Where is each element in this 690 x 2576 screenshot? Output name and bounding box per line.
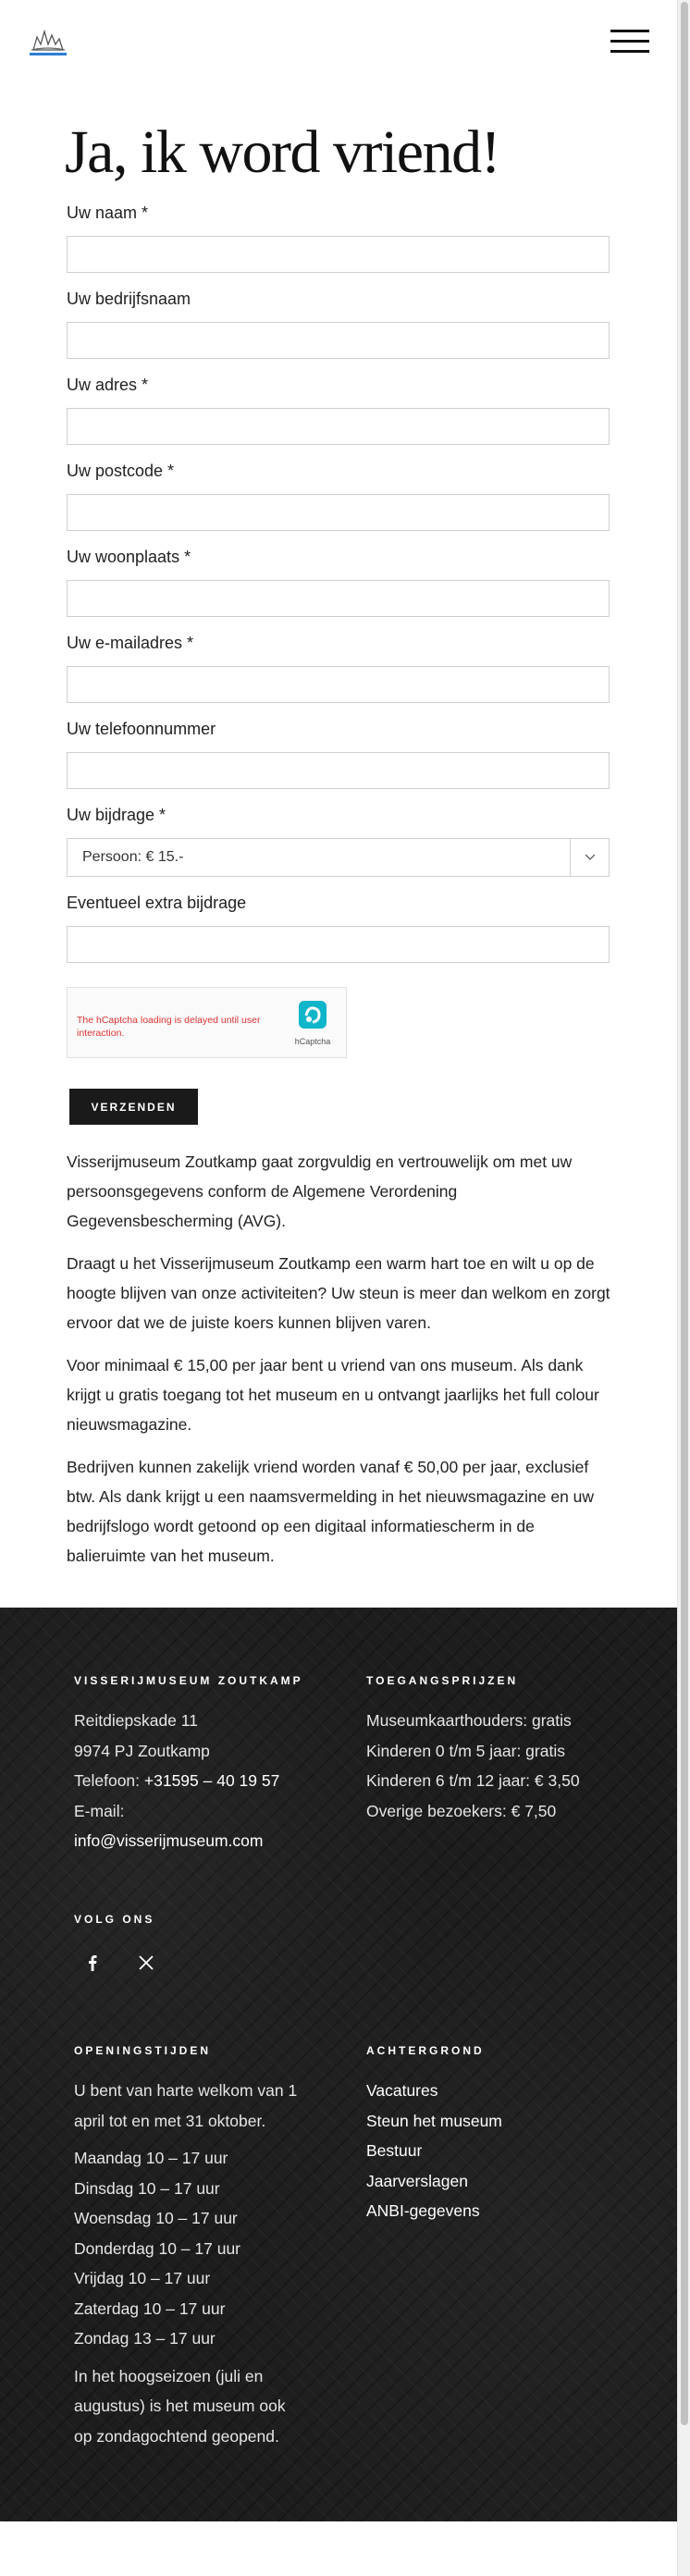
hcaptcha-logo bbox=[294, 999, 331, 1047]
hours-day: Dinsdag 10 – 17 uur bbox=[74, 2178, 220, 2198]
scrollbar[interactable] bbox=[677, 0, 690, 2576]
price-line: Kinderen 0 t/m 5 jaar: gratis bbox=[366, 1741, 565, 1760]
phone-input[interactable] bbox=[67, 752, 610, 789]
hours-day: Maandag 10 – 17 uur bbox=[74, 2149, 228, 2168]
footer-background bbox=[366, 2044, 625, 2226]
email-link[interactable]: info@visserijmuseum.com bbox=[74, 1831, 264, 1851]
x-twitter-icon[interactable] bbox=[128, 1944, 165, 1981]
chevron-down-icon[interactable] bbox=[570, 839, 609, 876]
form-field-contribution bbox=[67, 806, 610, 877]
hcaptcha-widget[interactable] bbox=[67, 987, 347, 1058]
friend-form bbox=[67, 203, 610, 1125]
phone-line bbox=[74, 1766, 333, 1796]
price-line: Overige bezoekers: € 7,50 bbox=[366, 1801, 557, 1820]
footer-link-jaarverslagen[interactable]: Jaarverslagen bbox=[366, 2171, 468, 2190]
captcha-message: The hCaptcha loading is delayed until user interaction. bbox=[77, 1015, 261, 1040]
form-field-address bbox=[67, 376, 610, 445]
footer-heading: OPENINGSTIJDEN bbox=[74, 2044, 212, 2057]
scrollbar-thumb[interactable] bbox=[681, 2, 688, 2425]
footer-heading: VISSERIJMUSEUM ZOUTKAMP bbox=[74, 1674, 303, 1687]
footer-heading: ACHTERGROND bbox=[366, 2044, 485, 2057]
extra-contribution-input[interactable] bbox=[67, 926, 610, 963]
address-input[interactable] bbox=[67, 408, 610, 445]
form-field-name bbox=[67, 203, 610, 273]
captcha-brand: hCaptcha bbox=[294, 1037, 331, 1046]
field-label: Uw e-mailadres * bbox=[67, 634, 194, 652]
site-footer bbox=[0, 1608, 677, 2521]
footer-hours bbox=[74, 2044, 314, 2451]
field-label: Eventueel extra bijdrage bbox=[67, 894, 247, 912]
submit-button[interactable]: VERZENDEN bbox=[69, 1089, 198, 1125]
form-field-extra bbox=[67, 894, 610, 963]
footer-link-anbi[interactable]: ANBI-gegevens bbox=[366, 2201, 480, 2221]
field-label: Uw postcode * bbox=[67, 462, 175, 480]
hours-day: Woensdag 10 – 17 uur bbox=[74, 2209, 238, 2228]
hours-intro: U bent van harte welkom van 1 april tot en met 31 oktober. bbox=[74, 2081, 298, 2130]
hcaptcha-icon bbox=[297, 999, 328, 1030]
footer-link-bestuur[interactable]: Bestuur bbox=[366, 2141, 423, 2161]
hours-day: Vrijdag 10 – 17 uur bbox=[74, 2269, 211, 2288]
body-paragraph: Draagt u het Visserijmuseum Zoutkamp een warm hart toe en wilt u op de hoogte blijven van onze activiteiten? Uw steun is meer dan welkom en zorgt ervoor dat we de juiste koers kunnen blijven varen. bbox=[67, 1254, 610, 1332]
contribution-selected-value: Persoon: € 15.- bbox=[82, 849, 184, 865]
field-label: Uw telefoonnummer bbox=[67, 720, 216, 738]
field-label: Uw adres * bbox=[67, 376, 149, 394]
address-city: 9974 PJ Zoutkamp bbox=[74, 1741, 210, 1760]
body-paragraph: Voor minimaal € 15,00 per jaar bent u vriend van ons museum. Als dank krijgt u gratis toegang tot het museum en u ontvangt jaarlijks het full colour nieuwsmagazine. bbox=[67, 1356, 599, 1434]
hours-day: Zaterdag 10 – 17 uur bbox=[74, 2299, 226, 2318]
footer-follow bbox=[74, 1913, 333, 1981]
price-line: Kinderen 6 t/m 12 jaar: € 3,50 bbox=[366, 1771, 580, 1791]
footer-heading: VOLG ONS bbox=[74, 1913, 155, 1926]
email-label: E-mail: bbox=[74, 1801, 125, 1820]
city-input[interactable] bbox=[67, 580, 610, 617]
hours-note: In het hoogseizoen (juli en augustus) is het museum ook op zondagochtend geopend. bbox=[74, 2366, 286, 2446]
postcode-input[interactable] bbox=[67, 494, 610, 531]
field-label: Uw bijdrage * bbox=[67, 806, 166, 824]
field-label: Uw woonplaats * bbox=[67, 548, 191, 566]
footer-link-steun[interactable]: Steun het museum bbox=[366, 2111, 502, 2130]
museum-logo[interactable] bbox=[28, 28, 68, 57]
body-paragraph: Bedrijven kunnen zakelijk vriend worden vanaf € 50,00 per jaar, exclusief btw. Als dank krijgt u een naamsvermelding in het nieuwsmagazine en uw bedrijfslogo wordt getoond op een digitaal informatiescherm in de balieruimte van het museum. bbox=[67, 1458, 595, 1565]
field-label: Uw bedrijfsnaam bbox=[67, 290, 191, 308]
phone-link[interactable]: +31595 – 40 19 57 bbox=[143, 1771, 280, 1791]
menu-hamburger-icon[interactable] bbox=[610, 30, 649, 55]
form-field-company bbox=[67, 290, 610, 359]
page-title: Ja, ik word vriend! bbox=[65, 118, 500, 186]
form-field-email bbox=[67, 634, 610, 703]
name-input[interactable] bbox=[67, 236, 610, 273]
address-street: Reitdiepskade 11 bbox=[74, 1711, 198, 1731]
field-label: Uw naam * bbox=[67, 203, 149, 222]
price-line: Museumkaarthouders: gratis bbox=[366, 1711, 572, 1731]
facebook-icon[interactable] bbox=[74, 1944, 111, 1981]
site-header bbox=[0, 0, 677, 92]
footer-heading: TOEGANGSPRIJZEN bbox=[366, 1674, 519, 1687]
hours-day: Zondag 13 – 17 uur bbox=[74, 2329, 216, 2348]
footer-prices bbox=[366, 1674, 625, 1826]
privacy-notice: Visserijmuseum Zoutkamp gaat zorgvuldig en vertrouwelijk om met uw persoonsgegevens conform de Algemene Verordening Gegevensbescherming (AVG). bbox=[67, 1152, 573, 1230]
footer-museum bbox=[74, 1674, 333, 1856]
form-field-phone bbox=[67, 720, 610, 789]
email-input[interactable] bbox=[67, 666, 610, 703]
phone-label: Telefoon: bbox=[74, 1771, 144, 1791]
form-field-postcode bbox=[67, 462, 610, 531]
hours-day: Donderdag 10 – 17 uur bbox=[74, 2238, 240, 2258]
contribution-select[interactable] bbox=[67, 838, 610, 877]
social-links bbox=[74, 1944, 333, 1981]
company-input[interactable] bbox=[67, 322, 610, 359]
footer-link-vacatures[interactable]: Vacatures bbox=[366, 2081, 438, 2101]
form-field-city bbox=[67, 548, 610, 617]
content-text bbox=[67, 1147, 612, 1571]
